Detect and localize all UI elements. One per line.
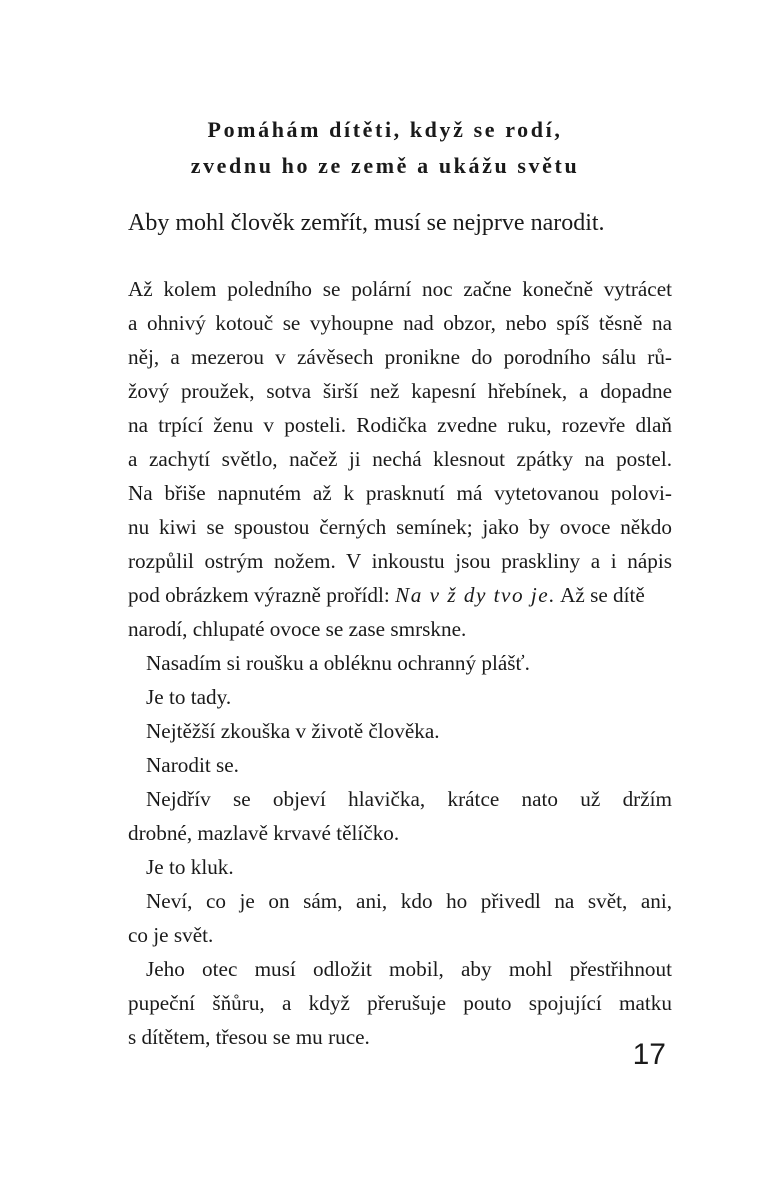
paragraph: Nasadím si roušku a obléknu ochranný plášť. <box>146 651 530 675</box>
paragraph: Je to tady. <box>146 685 232 709</box>
paragraph <box>128 782 672 850</box>
paragraph <box>128 884 672 952</box>
text-line: pupeční šňůru, a když přerušuje pouto spojující matku <box>128 991 672 1015</box>
text-line <box>128 578 672 612</box>
text-line: a ohnivý kotouč se vyhoupne nad obzor, nebo spíš těsně na <box>128 311 672 335</box>
text-segment: pod obrázkem výrazně prořídl: <box>128 583 396 607</box>
text-line: Jeho otec musí odložit mobil, aby mohl přestřihnout <box>146 957 672 981</box>
text-line: Nejdřív se objeví hlavička, krátce nato už držím <box>146 787 672 811</box>
text-line: co je svět. <box>128 923 214 947</box>
text-line: s dítětem, třesou se mu ruce. <box>128 1025 370 1049</box>
body-text <box>128 272 672 1054</box>
paragraph <box>128 272 672 646</box>
paragraph: Narodit se. <box>146 753 239 777</box>
text-line: žový proužek, sotva širší než kapesní hřebínek, a dopadne <box>128 379 672 403</box>
paragraph: Nejtěžší zkouška v životě člověka. <box>146 719 440 743</box>
text-line: Neví, co je on sám, ani, kdo ho přivedl na svět, ani, <box>146 889 672 913</box>
text-line: Na břiše napnutém až k prasknutí má vytetovanou polovi- <box>128 481 672 505</box>
text-line: drobné, mazlavě krvavé tělíčko. <box>128 821 400 845</box>
paragraph <box>128 952 672 1054</box>
chapter-title-line-1: Pomáhám dítěti, když se rodí, <box>207 117 563 142</box>
chapter-title-line-2: zvednu ho ze země a ukážu světu <box>190 153 580 178</box>
tattoo-inscription: Na v ž dy tvo je. <box>395 583 556 607</box>
text-line: něj, a mezerou v závěsech pronikne do porodního sálu rů- <box>128 345 672 369</box>
text-line: nu kiwi se spoustou černých semínek; jako by ovoce někdo <box>128 515 672 539</box>
text-segment: Až se dítě <box>555 583 645 607</box>
lead-sentence: Aby mohl člověk zemřít, musí se nejprve narodit. <box>128 210 605 236</box>
chapter-title <box>110 112 660 184</box>
text-line: Až kolem poledního se polární noc začne konečně vytrácet <box>128 277 672 301</box>
text-line: a zachytí světlo, načež ji nechá klesnout zpátky na postel. <box>128 447 672 471</box>
text-line: narodí, chlupaté ovoce se zase smrskne. <box>128 617 467 641</box>
page-number: 17 <box>632 1038 666 1071</box>
text-line: na trpící ženu v posteli. Rodička zvedne ruku, rozevře dlaň <box>128 413 672 437</box>
paragraph: Je to kluk. <box>146 855 234 879</box>
text-line: rozpůlil ostrým nožem. V inkoustu jsou praskliny a i nápis <box>128 549 672 573</box>
